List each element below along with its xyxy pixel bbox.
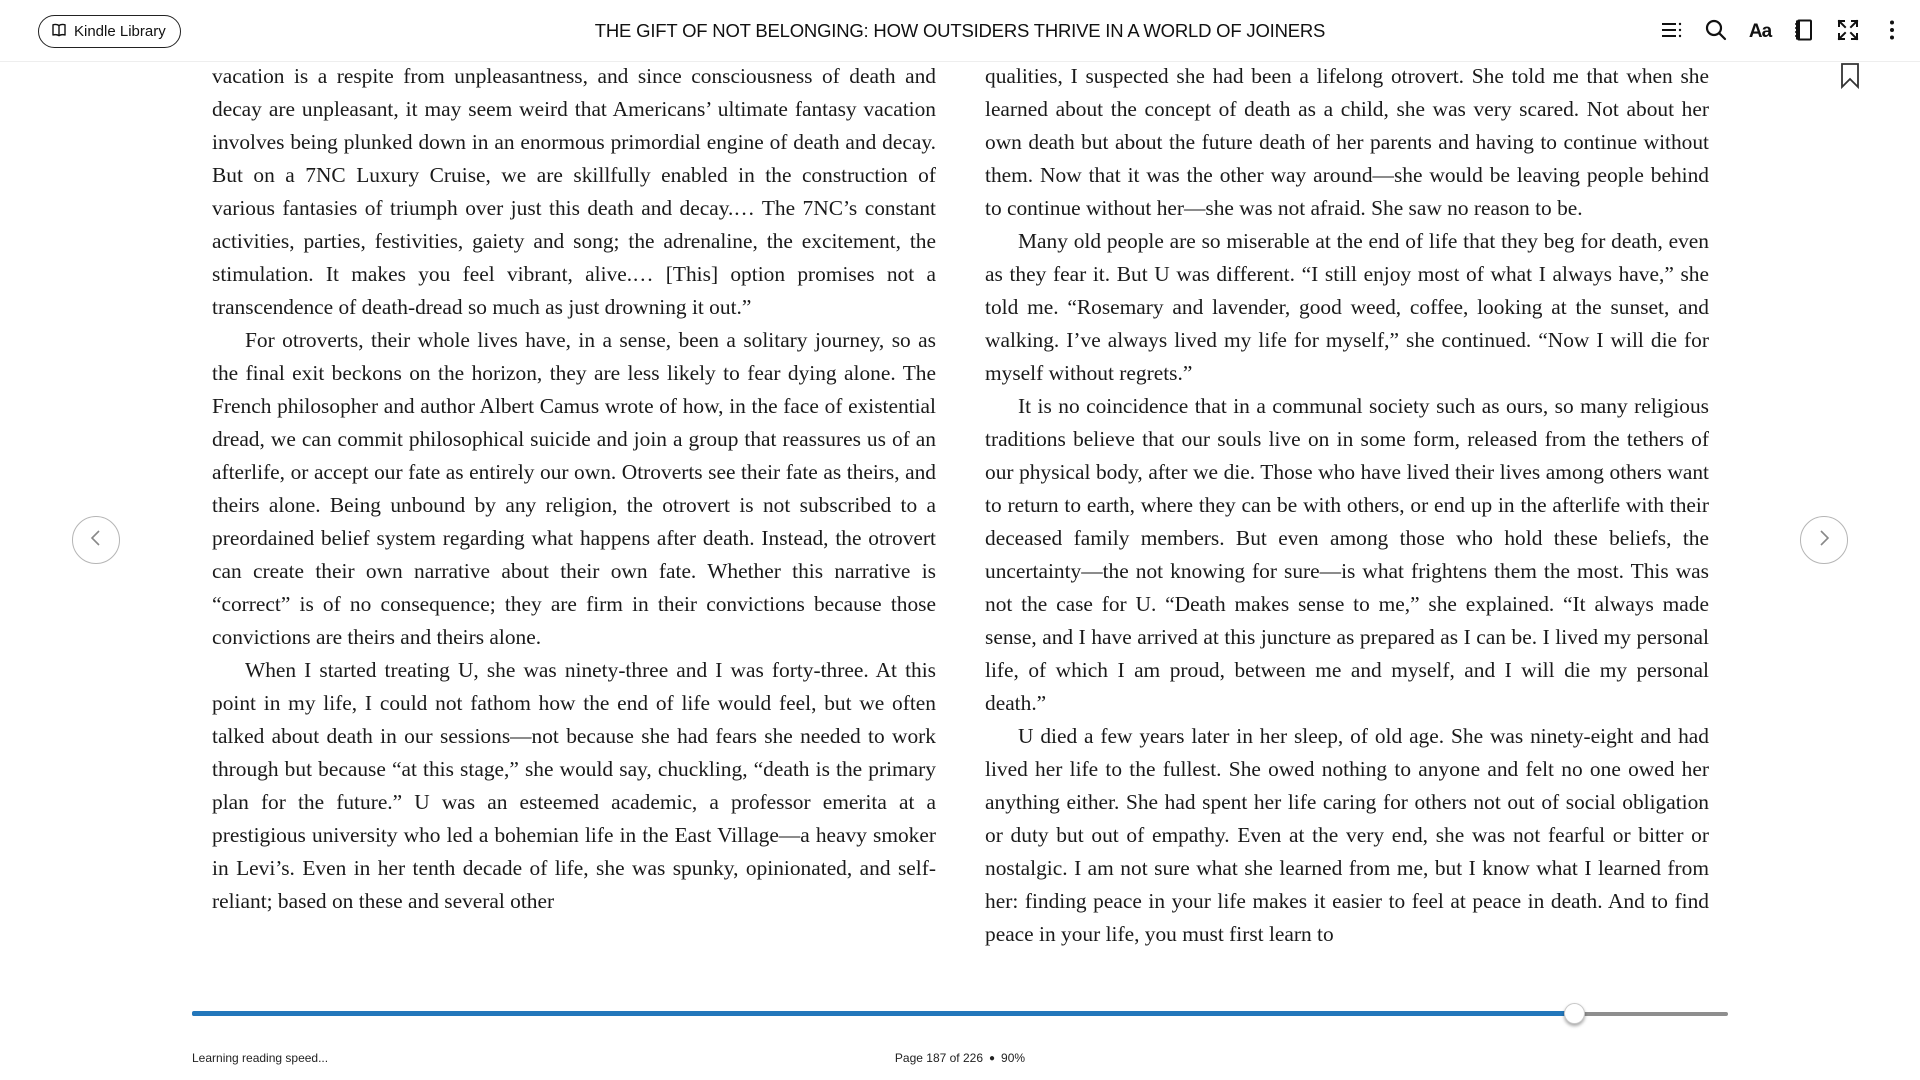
paragraph: For otroverts, their whole lives have, in a sense, been a solitary journey, so as the final exit beckons on the horizon, they are less likely to fear dying alone. The French philosopher and author Albert Camus wrote of how, in the face of existential dread, we can commit philosophical suicide and join a group that reassures us of an afterlife, or accept our fate as entirely our own. Otroverts see their fate as theirs, and theirs alone. Being unbound by any religion, the otrovert is not subscribed to a preordained belief system regarding what happens after death. Instead, the otrovert can create their own narrative about their own fate. Whether this narrative is “correct” is of no consequence; they are firm in their convictions because those convictions are theirs and theirs alone.	[212, 328, 936, 649]
previous-page-button[interactable]	[72, 516, 120, 564]
expand-icon	[1836, 18, 1860, 47]
bookmark-icon	[1839, 77, 1861, 94]
progress-thumb[interactable]	[1564, 1003, 1585, 1024]
page-number-label: Page 187 of 226	[894, 1051, 983, 1065]
percent-read-label: 90%	[1001, 1051, 1026, 1065]
notebook-icon	[1792, 18, 1816, 47]
paragraph: It is no coincidence that in a communal society such as ours, so many religious traditions believe that our souls live on in some form, released from the tethers of our physical body, after we die. Those who have lived their lives among others want to return to earth, where they can be with others, or end up in the afterlife with their deceased family members. But even among those who hold these beliefs, the uncertainty—the not knowing for sure—is what frightens them the most. This was not the case for U. “Death makes sense to me,” she explained. “It always made sense, and I have arrived at this juncture as prepared as I can be. I lived my personal life, of which I am proud, between me and myself, and I will die my personal death.”	[985, 394, 1709, 715]
left-page-column	[212, 60, 936, 918]
paragraph: Many old people are so miserable at the end of life that they beg for death, even as they fear it. But U was different. “I still enjoy most of what I always have,” she told me. “Rosemary and lavender, good weed, coffee, looking at the sunset, and walking. I’ve always lived my life for myself,” she continued. “Now I will die for myself without regrets.”	[985, 229, 1709, 385]
chevron-right-icon	[1815, 529, 1833, 552]
kindle-library-button[interactable]	[38, 15, 181, 48]
paragraph: U died a few years later in her sleep, of old age. She was ninety-eight and had lived her life to the fullest. She owed nothing to anyone and felt no one owed her anything either. She had spent her life caring for others not out of social obligation or duty but out of empathy. Even at the very end, she was not fearful or bitter or nostalgic. I am not sure what she learned from me, but I know what I learned from her: finding peace in your life makes it easier to feel at peace in death. And to find peace in your life, you must first learn to	[985, 724, 1709, 946]
reading-progress-slider[interactable]	[192, 1011, 1728, 1017]
fullscreen-button[interactable]	[1826, 12, 1870, 52]
reading-speed-status: Learning reading speed...	[192, 1051, 329, 1065]
separator-dot: ●	[989, 1053, 996, 1064]
search-button[interactable]	[1694, 12, 1738, 52]
progress-fill	[192, 1011, 1574, 1016]
paragraph: When I started treating U, she was ninety-three and I was forty-three. At this point in my life, I could not fathom how the end of life would feel, but we often talked about death in our sessions—not because she had fears she needed to work through but because “at this stage,” she would say, chuckling, “death is the primary plan for the future.” U was an esteemed academic, a professor emerita at a prestigious university who led a bohemian life in the East Village—a heavy smoker in Levi’s. Even in her tenth decade of life, she was spunky, opinionated, and self-reliant; based on these and several other	[212, 658, 936, 913]
list-icon	[1660, 18, 1684, 47]
reader-header	[0, 0, 1920, 62]
notebook-button[interactable]	[1782, 12, 1826, 52]
book-title: THE GIFT OF NOT BELONGING: HOW OUTSIDERS THRIVE IN A WORLD OF JOINERS	[594, 20, 1326, 41]
font-settings-button[interactable]	[1738, 12, 1782, 52]
paragraph: qualities, I suspected she had been a lifelong otrovert. She told me that when she learned about the concept of death as a child, she was very scared. Not about her own death but about the future death of her parents and having to continue without them. Now that it was the other way around—she would be leaving people behind to continue without her—she was not afraid. She saw no reason to be.	[985, 64, 1709, 220]
open-book-icon	[51, 22, 67, 42]
paragraph: vacation is a respite from unpleasantness, and since consciousness of death and decay are unpleasant, it may seem weird that Americans’ ultimate fantasy vacation involves being plunked down in an enormous primordial engine of death and decay. But on a 7NC Luxury Cruise, we are skillfully enabled in the construction of various fantasies of triumph over just this death and decay.… The 7NC’s constant activities, parties, festivities, gaiety and song; the adrenaline, the excitement, the stimulation. It makes you feel vibrant, alive.… [This] option promises not a transcendence of death-dread so much as just drowning it out.”	[212, 64, 936, 319]
search-icon	[1704, 18, 1728, 47]
font-aa-icon: Aa	[1748, 21, 1772, 42]
more-vertical-icon	[1880, 18, 1904, 47]
bookmark-button[interactable]	[1839, 62, 1861, 90]
page-location	[0, 1051, 1920, 1065]
reader-toolbar	[1650, 12, 1920, 52]
table-of-contents-button[interactable]	[1650, 12, 1694, 52]
chevron-left-icon	[87, 529, 105, 552]
next-page-button[interactable]	[1800, 516, 1848, 564]
kindle-library-label: Kindle Library	[74, 23, 166, 40]
right-page-column	[985, 60, 1709, 951]
more-options-button[interactable]	[1870, 12, 1914, 52]
